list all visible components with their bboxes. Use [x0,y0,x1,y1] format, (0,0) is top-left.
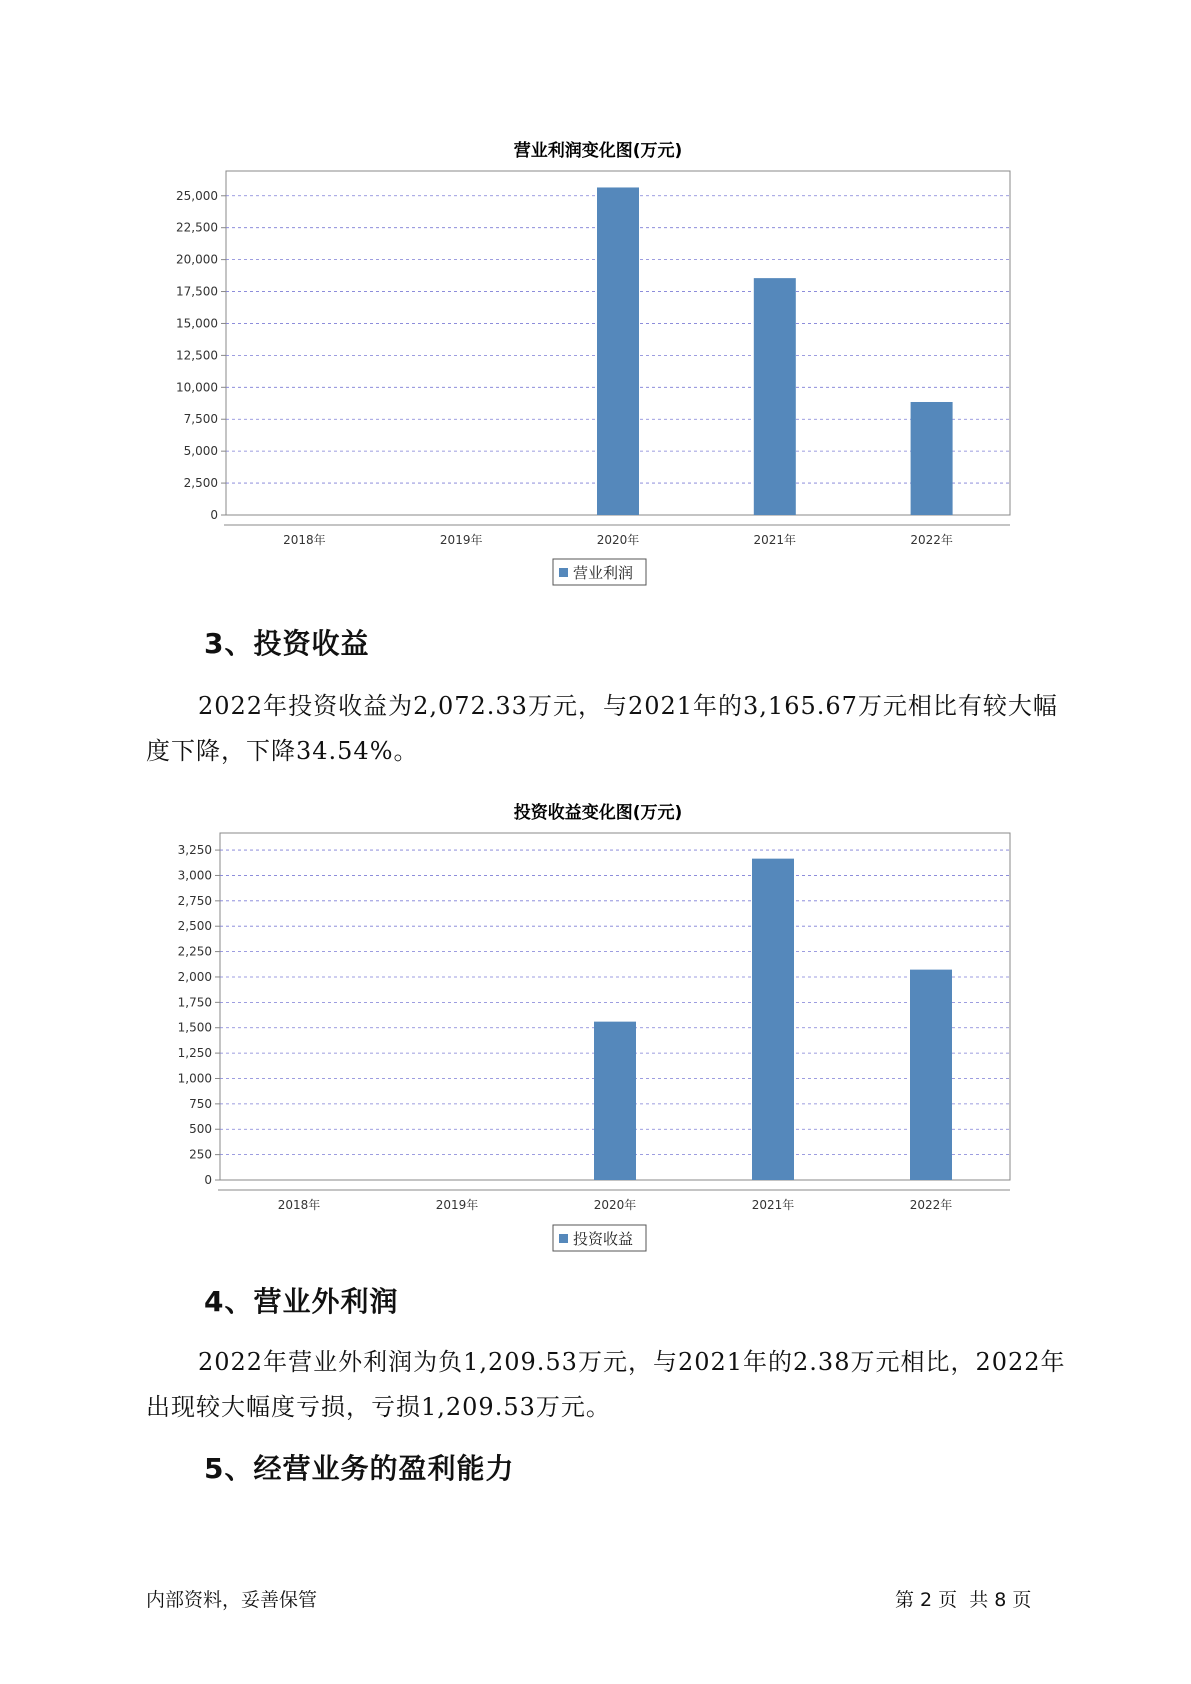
y-tick-label: 17,500 [176,284,218,299]
bar [752,859,794,1180]
y-tick-label: 2,250 [177,944,212,959]
y-tick-label: 15,000 [176,316,218,331]
y-tick-label: 250 [189,1147,212,1162]
legend [553,559,646,585]
legend-swatch [559,1234,568,1243]
y-tick-label: 2,750 [177,893,212,908]
y-tick-label: 12,500 [176,348,218,363]
y-tick-label: 0 [204,1173,212,1187]
bar [594,1022,636,1180]
y-tick-label: 750 [189,1096,212,1111]
y-tick-label: 3,000 [177,868,212,883]
footer-page-number: 第 2 页 共 8 页 [895,1589,1032,1611]
y-tick-label: 1,000 [177,1071,212,1086]
bar [910,970,952,1180]
section-heading-non-operating-profit: 4、营业外利润 [204,1285,399,1318]
footer-confidential-note: 内部资料，妥善保管 [146,1589,318,1611]
x-tick-label: 2022年 [910,533,953,547]
investment-income-chart [0,792,1191,1262]
y-tick-label: 25,000 [176,188,218,203]
y-tick-label: 2,000 [177,969,212,984]
bar [754,278,796,515]
x-tick-label: 2019年 [439,533,483,547]
y-tick-label: 2,500 [183,476,218,491]
y-tick-label: 5,000 [183,444,218,459]
y-tick-label: 7,500 [183,412,218,427]
x-tick-label: 2022年 [909,1198,953,1212]
x-tick-label: 2018年 [277,1198,321,1212]
y-tick-label: 1,500 [177,1020,212,1035]
bar [597,187,639,515]
paragraph-non-operating-profit: 2022年营业外利润为负1,209.53万元，与2021年的2.38万元相比，2022年出现较大幅度亏损，亏损1,209.53万元。 [146,1348,1066,1421]
legend-label: 营业利润 [573,564,634,582]
y-tick-label: 1,750 [177,995,212,1010]
operating-profit-chart [0,130,1191,600]
section-heading-operating-profitability: 5、经营业务的盈利能力 [204,1452,515,1485]
y-tick-label: 2,500 [177,919,212,934]
operating-profit-chart-svg [0,130,1191,600]
y-tick-label: 20,000 [176,252,218,267]
investment-income-chart-svg [0,792,1191,1262]
y-tick-label: 22,500 [176,220,218,235]
bar [911,402,953,515]
x-tick-label: 2019年 [435,1198,479,1212]
y-tick-label: 0 [210,508,218,522]
section-heading-investment-income: 3、投资收益 [204,627,370,660]
y-tick-label: 10,000 [176,380,218,395]
legend-label: 投资收益 [573,1230,634,1248]
y-tick-label: 1,250 [177,1046,212,1061]
x-tick-label: 2021年 [751,1198,795,1212]
y-tick-label: 3,250 [177,843,212,858]
y-tick-label: 500 [189,1122,212,1137]
legend [553,1225,646,1251]
chart-title: 投资收益变化图(万元) [513,803,683,823]
x-tick-label: 2020年 [593,1198,637,1212]
paragraph-investment-income: 2022年投资收益为2,072.33万元，与2021年的3,165.67万元相比有较大幅度下降，下降34.54%。 [146,692,1058,765]
x-tick-label: 2018年 [283,533,326,547]
x-tick-label: 2020年 [596,533,640,547]
legend-swatch [559,568,568,577]
x-tick-label: 2021年 [753,533,797,547]
chart-title: 营业利润变化图(万元) [513,141,683,161]
